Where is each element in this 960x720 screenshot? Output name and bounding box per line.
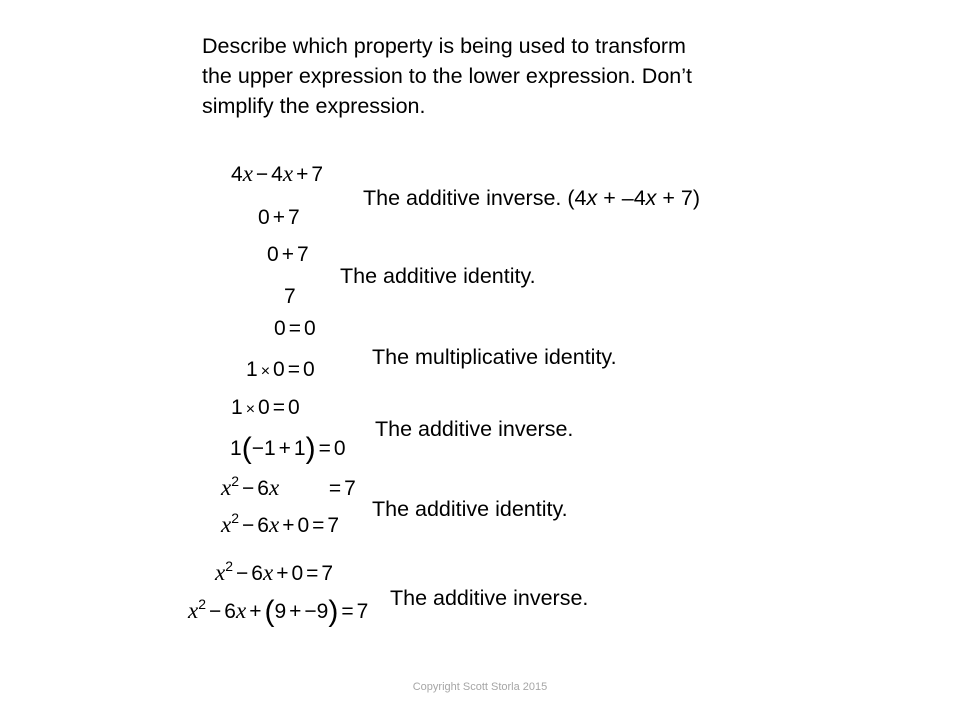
expression-lower-3: 1 × 0 = 0 [246, 358, 315, 381]
answer-1-post: + 7) [656, 186, 701, 210]
answer-1 [363, 186, 700, 210]
expression-upper-2: 0 + 7 [267, 243, 309, 266]
expression-lower-4: 1(−1 + 1) = 0 [230, 432, 346, 465]
answer-1-pre: The additive inverse. (4 [363, 186, 587, 210]
answer-5: The additive identity. [372, 497, 568, 521]
answer-1-x2: x [645, 186, 657, 210]
answer-2: The additive identity. [340, 264, 536, 288]
expression-upper-1: 4x − 4x + 7 [231, 161, 324, 186]
expression-upper-5: $x^2 - 6x$ = 7 [221, 473, 356, 500]
expression-upper-3: 0 = 0 [274, 317, 316, 340]
expression-lower-2: 7 [284, 285, 296, 308]
answer-1-x1: x [586, 186, 598, 210]
expression-upper-6: $x^2 - 6x + 0 = 7$ [215, 558, 334, 585]
copyright-text: Copyright Scott Storla 2015 [412, 681, 548, 693]
expression-lower-6: $x^2 - 6x + (9 + -9) = 7$ [188, 595, 369, 628]
expression-lower-1: 0 + 7 [258, 206, 300, 229]
expression-upper-4: 1 × 0 = 0 [231, 396, 300, 419]
instructions-text: Describe which property is being used to transform the upper expression to the lower expression. Don’t simplify the expression. [202, 34, 692, 118]
answer-4: The additive inverse. [375, 417, 574, 441]
expression-lower-5: $x^2 - 6x + 0 = 7$ [221, 510, 340, 537]
answer-3: The multiplicative identity. [372, 345, 617, 369]
answer-1-mid: + –4 [597, 186, 646, 210]
answer-6: The additive inverse. [390, 586, 589, 610]
